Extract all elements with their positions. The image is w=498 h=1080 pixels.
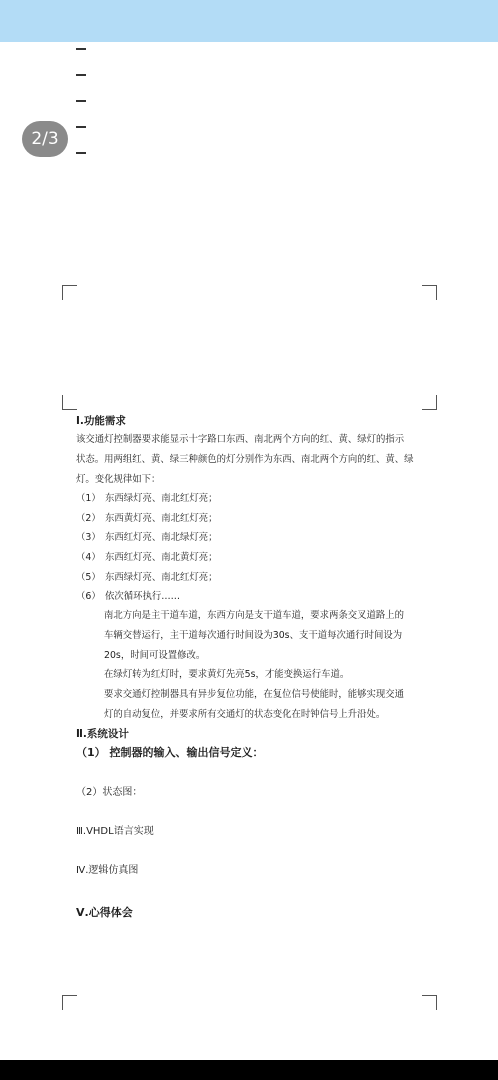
list-item <box>76 512 218 526</box>
list-item <box>76 551 218 565</box>
item-text: 东西红灯亮、南北绿灯亮； <box>105 532 218 543</box>
item-text: 依次循环执行…… <box>105 591 181 602</box>
section1-title: Ⅰ.功能需求 <box>76 415 126 427</box>
item-number: （3） <box>76 532 101 543</box>
bottom-navigation-bar <box>0 1060 498 1080</box>
crop-mark-top-right <box>422 995 437 1010</box>
detail-line: 灯的自动复位，并要求所有交通灯的状态变化在时钟信号上升沿处。 <box>104 709 386 720</box>
crop-mark-bottom-right <box>422 395 437 410</box>
detail-line: 南北方向是主干道车道，东西方向是支干道车道，要求两条交叉道路上的 <box>104 610 405 621</box>
dash-mark <box>76 152 86 154</box>
crop-mark-top-right <box>422 285 437 300</box>
section3-title: Ⅲ.VHDL语言实现 <box>76 826 154 837</box>
dash-mark <box>76 126 86 128</box>
section4-title: Ⅳ.逻辑仿真图 <box>76 865 139 876</box>
detail-line: 在绿灯转为红灯时，要求黄灯先亮5s，才能变换运行车道。 <box>104 669 350 680</box>
crop-mark-bottom-left <box>62 395 77 410</box>
detail-line: 要求交通灯控制器具有异步复位功能，在复位信号使能时，能够实现交通 <box>104 689 405 700</box>
item-text: 东西绿灯亮、南北红灯亮； <box>105 493 218 504</box>
item-text: 东西黄灯亮、南北红灯亮； <box>105 513 218 524</box>
top-status-bar <box>0 0 498 42</box>
section2-title: Ⅱ.系统设计 <box>76 728 129 740</box>
item-text: 东西红灯亮、南北黄灯亮； <box>105 552 218 563</box>
dash-mark <box>76 48 86 50</box>
dash-mark <box>76 100 86 102</box>
list-item <box>76 492 218 506</box>
detail-line: 20s，时间可设置修改。 <box>104 650 206 661</box>
section2-subtitle: （1） 控制器的输入、输出信号定义： <box>76 746 264 759</box>
item-number: （2） <box>76 513 101 524</box>
intro-line: 状态。用两组红、黄、绿三种颜色的灯分别作为东西、南北两个方向的红、黄、绿 <box>76 454 414 465</box>
item-number: （5） <box>76 572 101 583</box>
section2-subtitle: （2）状态图： <box>76 787 143 798</box>
section5-title: Ⅴ.心得体会 <box>76 906 133 919</box>
item-number: （6） <box>76 591 101 602</box>
intro-line: 灯。变化规律如下： <box>76 474 161 485</box>
crop-mark-top-left <box>62 285 77 300</box>
list-item <box>76 571 218 585</box>
item-number: （4） <box>76 552 101 563</box>
page-indicator[interactable]: 2/3 <box>22 121 68 157</box>
dash-mark <box>76 74 86 76</box>
list-item <box>76 531 218 545</box>
intro-line: 该交通灯控制器要求能显示十字路口东西、南北两个方向的红、黄、绿灯的指示 <box>76 434 405 445</box>
crop-mark-top-left <box>62 995 77 1010</box>
item-text: 东西绿灯亮、南北红灯亮； <box>105 572 218 583</box>
detail-line: 车辆交替运行，主干道每次通行时间设为30s、支干道每次通行时间设为 <box>104 630 403 641</box>
list-item <box>76 590 180 604</box>
item-number: （1） <box>76 493 101 504</box>
